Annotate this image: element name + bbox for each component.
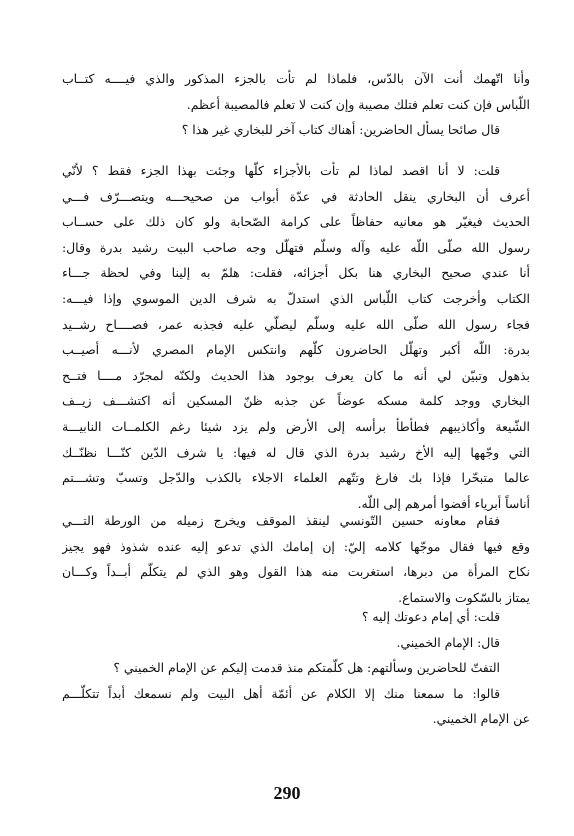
text-line: اللّباس فإن كنت تعلم فتلك مصيبة وإن كنت لا تعلم فالمصيبة أعظم.: [186, 96, 530, 112]
text-line: قال صائحا يسأل الحاضرين: أهناك كتاب آخر للبخاري غير هذا ؟: [181, 122, 500, 138]
text-line: الحديث فيغيّر هو معانيه حفاظاً على كرامة الصّحابة ولو كان ذلك على حســاب: [62, 214, 530, 230]
text-line: أناساً أبرياء أفضوا أمرهم إلى اللّه.: [357, 495, 530, 511]
text-line: عن الإمام الخميني.: [432, 711, 530, 727]
text-line: رسول الله صلّى اللّه عليه وآله وسلّم فتهلّل وجه صاحب البيت رشيد بدرة وقال:: [62, 239, 530, 255]
text-line: عالما متبحّرا فإذا بك فارغ وتتّهم العلماء الاجلاء بالكذب والدّجل وتسبّ وتشـــتم: [62, 470, 530, 486]
paragraph-dialogue: [62, 604, 530, 732]
text-line: فجاء رسول الله صلّى الله عليه وسلّم ليصلّي عليه فجذبه عمر، فصــــاح رشــيد: [62, 316, 530, 332]
text-line: الشّيعة وأكاذيبهم فطأطأ برأسه إلى الأرض ولم يزد شيئا رغم الكلمــات النابيـــة: [62, 418, 530, 434]
text-line: وأنا اتّهمك أنت الآن بالدّس، فلماذا لم تأت بالجزء المذكور والذي فيــــه كتــاب: [62, 71, 530, 86]
text-line: يمتاز بالسّكوت والاستماع.: [398, 589, 530, 605]
text-line: بدرة: اللّه أكبر وتهلّل الحاضرون كلّهم وانتكس الإمام المصري لأنـــه أصيــب: [62, 342, 530, 358]
text-line: أعرف أن البخاري ينقل الحادثة في عدّة أبواب من صحيحـــه ويتصـــرّف فـــي: [62, 188, 530, 204]
text-line: الكتاب وأخرجت كتاب اللّباس الذي استدلّ به شرف الدين الموسوي وإذا فيـــه:: [62, 290, 530, 306]
page-number: 290: [273, 783, 301, 803]
text-line: قالوا: ما سمعنا منك إلا الكلام عن أئمّة أهل البيت ولم نسمعك أبداً تتكلّـــم: [62, 685, 500, 701]
text-line: قال: الإمام الخميني.: [396, 634, 500, 650]
paragraph-bukhari-debate: [62, 158, 530, 516]
paragraph-opening: [62, 66, 530, 143]
paragraph-husayn-tunisi: [62, 508, 530, 610]
text-line: أنا عندي صحيح البخاري هنا بكل أجزائه، فقلت: هلمّ به إلينا وفي لحظة جـــاء: [62, 265, 530, 281]
text-line: قلت: لا أنا اقصد لماذا لم تأت بالأجزاء كلّها وجئت بهذا الجزء فقط ؟ لأنّي: [62, 163, 500, 178]
text-line: قلت: أي إمام دعوتك إليه ؟: [361, 609, 500, 624]
text-line: البخاري ووجد كلمة مسكه عوضاً عن جذبه ظنّ المسكين أنه اكتشـــف زيــف: [62, 393, 530, 409]
text-line: وقع فيها فقال موجّها كلامه إليّ: إن إمامك الذي تدعو إليه عنده شذوذ فهو يجيز: [62, 538, 530, 554]
text-line: نكاح المرأة من دبرها، استغربت منه هذا القول وهو الذي لم يتكلّم أبــداً وكـــان: [62, 564, 530, 580]
text-line: التي وجّهها إليه الأخ رشيد بدرة الذي قال له فيها: يا شرف الدّين كنّـــا نظنّــك: [62, 444, 530, 460]
text-line: بذهول وتبيّن لي أنه ما كان يعرف بوجود هذا الحديث ولكنّه لمجرّد مــــا فتــح: [62, 367, 530, 383]
text-line: التفتّ للحاضرين وسألتهم: هل كلّمتكم منذ قدمت إليكم عن الإمام الخميني ؟: [113, 660, 500, 676]
text-line: فقام معاونه حسين التّونسي لينقذ الموقف ويخرج زميله من الورطة التـــي: [62, 513, 500, 528]
